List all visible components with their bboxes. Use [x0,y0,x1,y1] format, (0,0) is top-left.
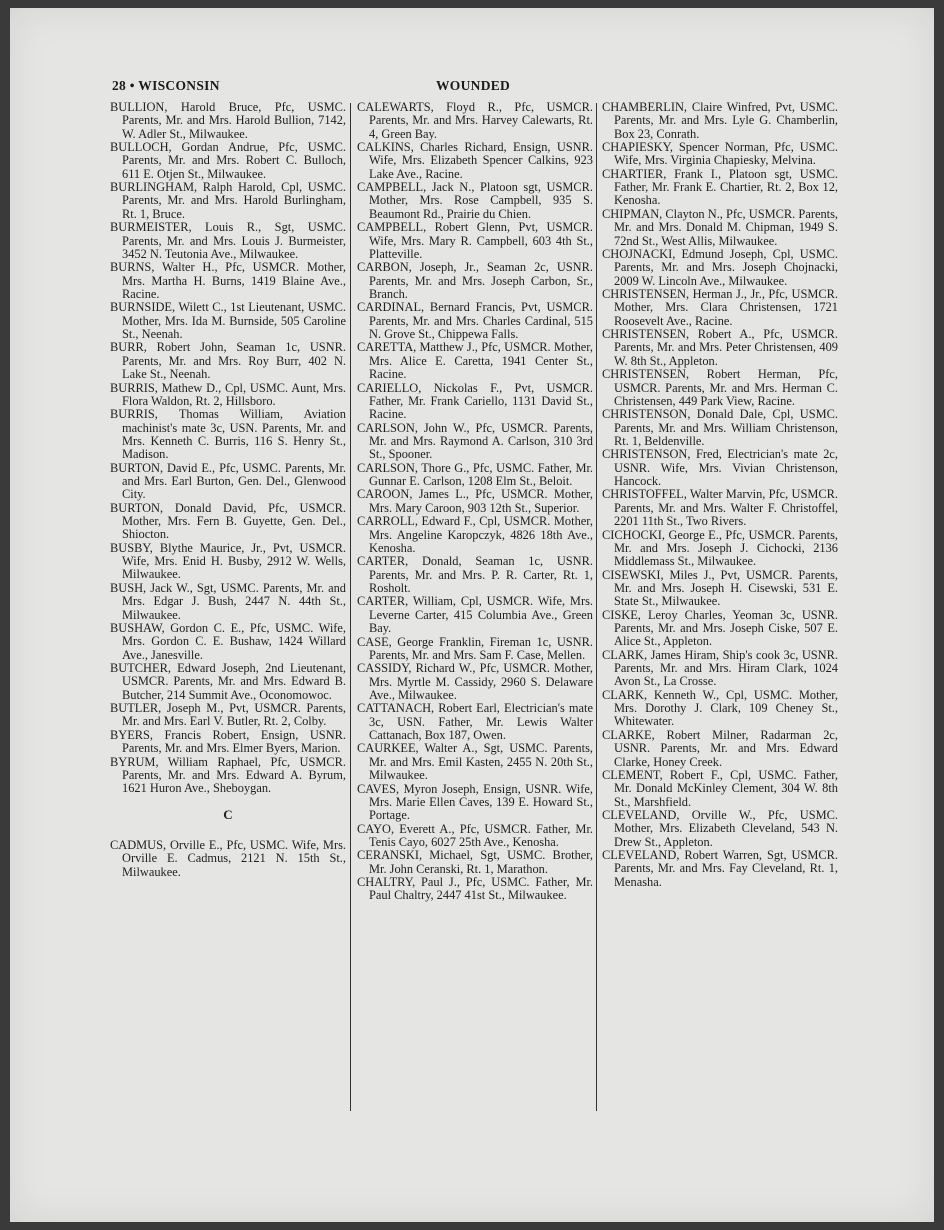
casualty-entry: BURRIS, Thomas William, Aviation machinist's mate 3c, USN. Parents, Mr. and Mrs. Kenneth C. Burris, 116 S. Henry St., Madison. [110,407,346,462]
casualty-entry: CLARKE, Robert Milner, Radarman 2c, USNR. Parents, Mr. and Mrs. Edward Clarke, Honey Creek. [602,727,838,769]
document-page [10,8,934,1222]
casualty-entry: CLEVELAND, Robert Warren, Sgt, USMCR. Parents, Mr. and Mrs. Fay Cleveland, Rt. 1, Menasha. [602,848,838,889]
casualty-entry: CASE, George Franklin, Fireman 1c, USNR. Parents, Mr. and Mrs. Sam F. Case, Mellen. [357,634,593,662]
casualty-entry: BULLION, Harold Bruce, Pfc, USMC. Parents, Mr. and Mrs. Harold Bullion, 7142, W. Adler St., Milwaukee. [110,100,346,141]
casualty-entry: CHRISTENSEN, Robert A., Pfc, USMCR. Parents, Mr. and Mrs. Peter Christensen, 409 W. 8th St., Appleton. [602,327,838,368]
casualty-entry: CHRISTENSEN, Herman J., Jr., Pfc, USMCR. Mother, Mrs. Clara Christensen, 1721 Roosevelt Ave., Racine. [602,287,838,328]
casualty-entry: CAROON, James L., Pfc, USMCR. Mother, Mrs. Mary Caroon, 903 12th St., Superior. [357,487,593,515]
casualty-entry: CASSIDY, Richard W., Pfc, USMCR. Mother, Mrs. Myrtle M. Cassidy, 2960 S. Delaware Ave., Milwaukee. [357,661,593,702]
page-number: 28 [112,78,127,93]
casualty-entry: CARLSON, Thore G., Pfc, USMC. Father, Mr. Gunnar E. Carlson, 1208 Elm St., Beloit. [357,460,593,488]
casualty-entry: CARIELLO, Nickolas F., Pvt, USMCR. Father, Mr. Frank Cariello, 1131 David St., Racine. [357,380,593,422]
casualty-entry: CADMUS, Orville E., Pfc, USMC. Wife, Mrs. Orville E. Cadmus, 2121 N. 15th St., Milwaukee. [110,837,346,879]
casualty-entry: BURNSIDE, Wilett C., 1st Lieutenant, USMC. Mother, Mrs. Ida M. Burnside, 505 Caroline St., Neenah. [110,300,346,341]
casualty-entry: CERANSKI, Michael, Sgt, USMC. Brother, Mr. John Ceranski, Rt. 1, Marathon. [357,848,593,876]
casualty-entry: CLARK, Kenneth W., Cpl, USMC. Mother, Mrs. Dorothy J. Clark, 109 Cheney St., Whitewater. [602,687,838,729]
casualty-entry: CHOJNACKI, Edmund Joseph, Cpl, USMC. Parents, Mr. and Mrs. Joseph Chojnacki, 2009 W. Lincoln Ave., Milwaukee. [602,247,838,288]
casualty-entry: BURTON, David E., Pfc, USMC. Parents, Mr. and Mrs. Earl Burton, Gen. Del., Glenwood City. [110,460,346,502]
casualty-entry: CHRISTENSON, Fred, Electrician's mate 2c, USNR. Wife, Mrs. Vivian Christenson, Hancock. [602,447,838,488]
casualty-entry: CHAMBERLIN, Claire Winfred, Pvt, USMC. Parents, Mr. and Mrs. Lyle G. Chamberlin, Box 23, Conrath. [602,100,838,141]
column-rule [596,103,597,1111]
casualty-entry: CHRISTENSEN, Robert Herman, Pfc, USMCR. Parents, Mr. and Mrs. Herman C. Christensen, 449 Park View, Racine. [602,367,838,408]
running-header-left [112,78,220,94]
casualty-entry: BUSBY, Blythe Maurice, Jr., Pvt, USMCR. Wife, Mrs. Enid H. Busby, 2912 W. Wells, Milwaukee. [110,540,346,582]
casualty-entry: CICHOCKI, George E., Pfc, USMCR. Parents, Mr. and Mrs. Joseph J. Cichocki, 2136 Middlemass St., Milwaukee. [602,527,838,569]
column-2 [357,101,593,903]
casualty-entry: CARTER, Donald, Seaman 1c, USNR. Parents, Mr. and Mrs. P. R. Carter, Rt. 1, Rosholt. [357,554,593,595]
casualty-entry: CARDINAL, Bernard Francis, Pvt, USMCR. Parents, Mr. and Mrs. Charles Cardinal, 515 N. Grove St., Chippewa Falls. [357,300,593,341]
casualty-entry: BURMEISTER, Louis R., Sgt, USMC. Parents, Mr. and Mrs. Louis J. Burmeister, 3452 N. Teutonia Ave., Milwaukee. [110,220,346,261]
header-bullet: • [129,78,135,93]
casualty-entry: BULLOCH, Gordan Andrue, Pfc, USMC. Parents, Mr. and Mrs. Robert C. Bulloch, 611 E. Otjen St., Milwaukee. [110,140,346,181]
casualty-entry: CALEWARTS, Floyd R., Pfc, USMCR. Parents, Mr. and Mrs. Harvey Calewarts, Rt. 4, Green Bay. [357,100,593,141]
casualty-entry: CAMPBELL, Jack N., Platoon sgt, USMCR. Mother, Mrs. Rose Campbell, 935 S. Beaumont Rd., Prairie du Chien. [357,180,593,221]
casualty-entry: CAYO, Everett A., Pfc, USMCR. Father, Mr. Tenis Cayo, 6027 25th Ave., Kenosha. [357,821,593,849]
casualty-entry: BUTCHER, Edward Joseph, 2nd Lieutenant, USMCR. Parents, Mr. and Mrs. Edward B. Butcher, 214 Summit Ave., Oconomowoc. [110,661,346,702]
casualty-entry: BUSH, Jack W., Sgt, USMC. Parents, Mr. and Mrs. Edgar J. Bush, 2447 N. 44th St., Milwaukee. [110,580,346,622]
state-name: WISCONSIN [138,78,220,93]
casualty-entry: CHIPMAN, Clayton N., Pfc, USMCR. Parents, Mr. and Mrs. Donald M. Chipman, 1949 S. 72nd St., West Allis, Milwaukee. [602,206,838,248]
column-1 [110,101,346,879]
casualty-entry: CAMPBELL, Robert Glenn, Pvt, USMCR. Wife, Mrs. Mary R. Campbell, 603 4th St., Platteville. [357,220,593,261]
column-3 [602,101,838,889]
casualty-entry: CATTANACH, Robert Earl, Electrician's mate 3c, USN. Father, Mr. Lewis Walter Cattanach, Box 187, Owen. [357,701,593,742]
casualty-entry: CHALTRY, Paul J., Pfc, USMC. Father, Mr. Paul Chaltry, 2447 41st St., Milwaukee. [357,875,593,903]
casualty-entry: BUTLER, Joseph M., Pvt, USMCR. Parents, Mr. and Mrs. Earl V. Butler, Rt. 2, Colby. [110,701,346,729]
casualty-entry: CARTER, William, Cpl, USMCR. Wife, Mrs. Leverne Carter, 415 Columbia Ave., Green Bay. [357,594,593,636]
casualty-entry: CARLSON, John W., Pfc, USMCR. Parents, Mr. and Mrs. Raymond A. Carlson, 310 3rd St., Spooner. [357,420,593,462]
casualty-entry: CAVES, Myron Joseph, Ensign, USNR. Wife, Mrs. Marie Ellen Caves, 139 E. Howard St., Portage. [357,781,593,823]
casualty-entry: CLEMENT, Robert F., Cpl, USMC. Father, Mr. Donald McKinley Clement, 304 W. 8th St., Marshfield. [602,768,838,809]
casualty-entry: BYERS, Francis Robert, Ensign, USNR. Parents, Mr. and Mrs. Elmer Byers, Marion. [110,727,346,756]
casualty-entry: BYRUM, William Raphael, Pfc, USMCR. Parents, Mr. and Mrs. Edward A. Byrum, 1621 Huron Ave., Sheboygan. [110,754,346,796]
column-rule [350,103,351,1111]
casualty-entry: CARROLL, Edward F., Cpl, USMCR. Mother, Mrs. Angeline Karopczyk, 4826 18th Ave., Kenosha. [357,514,593,555]
casualty-entry: CAURKEE, Walter A., Sgt, USMC. Parents, Mr. and Mrs. Emil Kasten, 2455 N. 20th St., Milwaukee. [357,741,593,783]
casualty-entry: CISKE, Leroy Charles, Yeoman 3c, USNR. Parents, Mr. and Mrs. Joseph Ciske, 507 E. Alice St., Appleton. [602,607,838,649]
casualty-entry: BURNS, Walter H., Pfc, USMCR. Mother, Mrs. Martha H. Burns, 1419 Blaine Ave., Racine. [110,260,346,301]
casualty-entry: CHAPIESKY, Spencer Norman, Pfc, USMC. Wife, Mrs. Virginia Chapiesky, Melvina. [602,140,838,168]
casualty-entry: BURRIS, Mathew D., Cpl, USMC. Aunt, Mrs. Flora Waldon, Rt. 2, Hillsboro. [110,380,346,408]
casualty-entry: BUSHAW, Gordon C. E., Pfc, USMC. Wife, Mrs. Gordon C. E. Bushaw, 1424 Willard Ave., Janesville. [110,621,346,662]
casualty-entry: CHRISTENSON, Donald Dale, Cpl, USMC. Parents, Mr. and Mrs. William Christenson, Rt. 1, Beldenville. [602,407,838,448]
section-title: WOUNDED [436,78,511,93]
casualty-entry: CISEWSKI, Miles J., Pvt, USMCR. Parents, Mr. and Mrs. Joseph H. Cisewski, 531 E. State St., Milwaukee. [602,567,838,609]
casualty-entry: CHARTIER, Frank I., Platoon sgt, USMC. Father, Mr. Frank E. Chartier, Rt. 2, Box 12, Kenosha. [602,166,838,208]
casualty-entry: CLEVELAND, Orville W., Pfc, USMC. Mother, Mrs. Elizabeth Cleveland, 543 N. Drew St., Appleton. [602,808,838,849]
casualty-entry: BURTON, Donald David, Pfc, USMCR. Mother, Mrs. Fern B. Guyette, Gen. Del., Shiocton. [110,500,346,542]
casualty-entry: CARBON, Joseph, Jr., Seaman 2c, USNR. Parents, Mr. and Mrs. Joseph Carbon, Sr., Branch. [357,260,593,301]
casualty-entry: BURLINGHAM, Ralph Harold, Cpl, USMC. Parents, Mr. and Mrs. Harold Burlingham, Rt. 1, Bruce. [110,180,346,221]
section-letter-heading: C [223,806,233,822]
casualty-entry: CARETTA, Matthew J., Pfc, USMCR. Mother, Mrs. Alice E. Caretta, 1941 Center St., Racine. [357,340,593,382]
casualty-entry: CALKINS, Charles Richard, Ensign, USNR. Wife, Mrs. Elizabeth Spencer Calkins, 923 Lake Ave., Racine. [357,140,593,181]
casualty-entry: CLARK, James Hiram, Ship's cook 3c, USNR. Parents, Mr. and Mrs. Hiram Clark, 1024 Avon St., La Crosse. [602,647,838,689]
casualty-entry: BURR, Robert John, Seaman 1c, USNR. Parents, Mr. and Mrs. Roy Burr, 402 N. Lake St., Neenah. [110,340,346,382]
casualty-entry: CHRISTOFFEL, Walter Marvin, Pfc, USMCR. Parents, Mr. and Mrs. Walter F. Christoffel, 2201 11th St., Two Rivers. [602,487,838,529]
